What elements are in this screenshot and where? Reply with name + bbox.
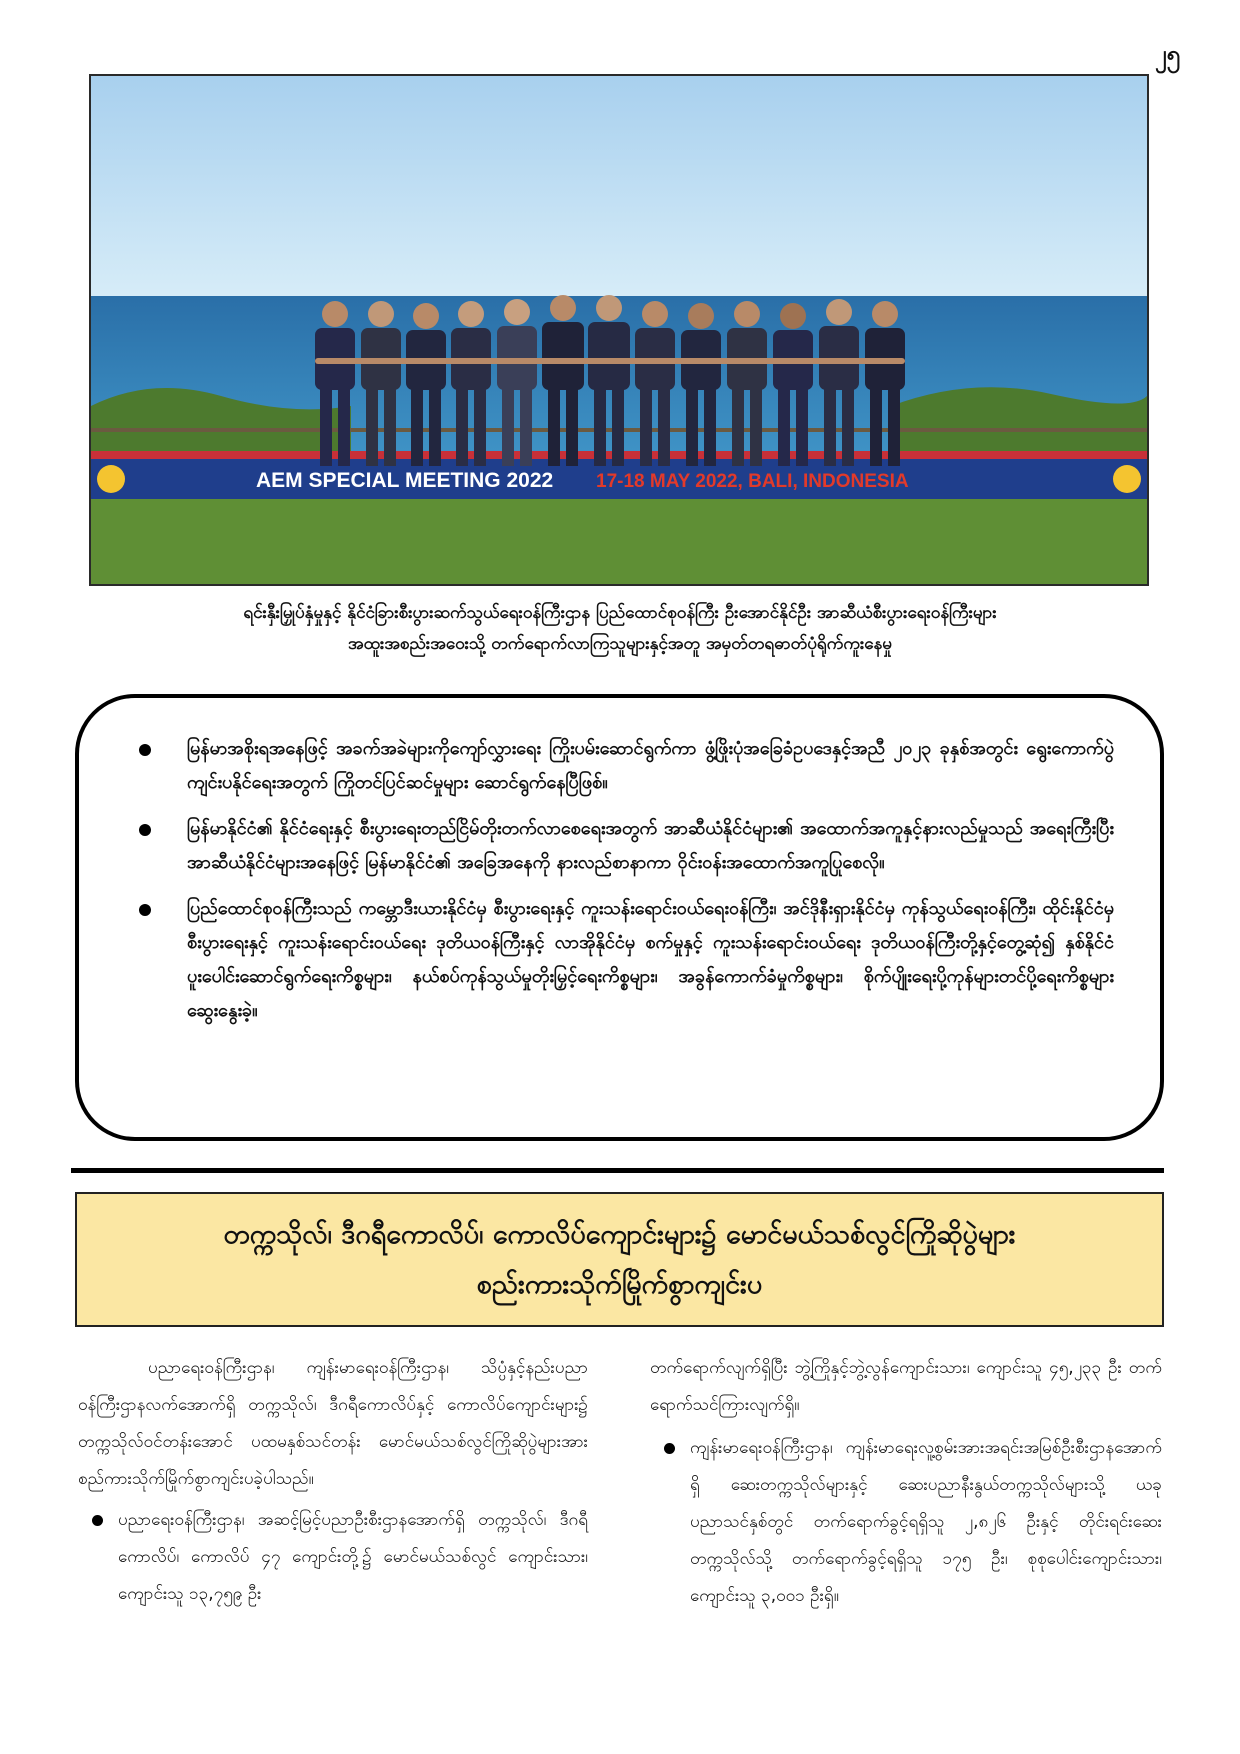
- group-photo: [89, 74, 1149, 586]
- headline-line-1: တက္ကသိုလ်၊ ဒီဂရီကောလိပ်၊ ကောလိပ်ကျောင်းများ၌ မောင်မယ်သစ်လွင်ကြိုဆိုပွဲများ: [223, 1218, 1016, 1250]
- bullet-icon: [664, 1443, 675, 1454]
- summary-point-text: မြန်မာအစိုးရအနေဖြင့် အခက်အခဲများကိုကျော်လွှားရေး ကြိုးပမ်းဆောင်ရွက်ကာ ဖွံ့ဖြိုးပုံအခြေခံဥပဒေနှင့်အညီ ၂၀၂၃ ခုနှစ်အတွင်း ရွေးကောက်ပွဲကျင်းပနိုင်ရေးအတွက် ကြိုတင်ပြင်ဆင်မှုများ ဆောင်ရွက်နေပြီဖြစ်။: [187, 738, 1114, 793]
- caption-line-2: အထူးအစည်းအဝေးသို့ တက်ရောက်လာကြသူများနှင့်အတူ အမှတ်တရဓာတ်ပုံရိုက်ကူးနေမှု: [347, 634, 893, 654]
- article-bullet: [78, 1502, 588, 1613]
- article-column-right: [650, 1350, 1162, 1621]
- summary-point-text: ပြည်ထောင်စုဝန်ကြီးသည် ကမ္ဘောဒီးယားနိုင်ငံမှ စီးပွားရေးနှင့် ကူးသန်းရောင်းဝယ်ရေးဝန်ကြီး၊ အင်ဒိုနီးရှားနိုင်ငံမှ ကုန်သွယ်ရေးဝန်ကြီး၊ ထိုင်းနိုင်ငံမှ စီးပွားရေးနှင့် ကူးသန်းရောင်းဝယ်ရေး ဒုတိယဝန်ကြီးနှင့် လာအိုနိုင်ငံမှ စက်မှုနှင့် ကူးသန်းရောင်းဝယ်ရေး ဒုတိယဝန်ကြီးတို့နှင့်တွေ့ဆုံ၍ နှစ်နိုင်ငံပူးပေါင်းဆောင်ရွက်ရေးကိစ္စများ၊ နယ်စပ်ကုန်သွယ်မှုတိုးမြှင့်ရေးကိစ္စများ၊ အခွန်ကောက်ခံမှုကိစ္စများ၊ စိုက်ပျိုးရေးပို့ကုန်များတင်ပို့ရေးကိစ္စများ ဆွေးနွေးခဲ့။: [187, 898, 1114, 1021]
- asean-emblem-right-icon: [1113, 465, 1141, 493]
- summary-point: [131, 732, 1114, 800]
- article-intro: ပညာရေးဝန်ကြီးဌာန၊ ကျန်းမာရေးဝန်ကြီးဌာန၊ သိပ္ပံနှင့်နည်းပညာဝန်ကြီးဌာနလက်အောက်ရှိ တက္ကသိုလ်၊ ဒီဂရီကောလိပ်နှင့် ကောလိပ်ကျောင်းများ၌ တက္ကသိုလ်ဝင်တန်းအောင် ပထမနှစ်သင်တန်း မောင်မယ်သစ်လွင်ကြိုဆိုပွဲများအား စည်ကားသိုက်မြိုက်စွာကျင်းပခဲ့ပါသည်။: [78, 1358, 588, 1489]
- photo-caption: [120, 598, 1120, 660]
- page-number: ၂၅: [1154, 40, 1180, 68]
- banner-date: 17-18 MAY 2022, BALI, INDONESIA: [596, 471, 909, 492]
- sky: [91, 76, 1147, 296]
- summary-point: [131, 812, 1114, 880]
- summary-box: [75, 694, 1164, 1141]
- headline-line-2: စည်းကားသိုက်မြိုက်စွာကျင်းပ: [476, 1268, 763, 1300]
- bullet-icon: [139, 904, 151, 916]
- banner-title: AEM SPECIAL MEETING 2022: [256, 469, 554, 492]
- article-bullet-continued: တက်ရောက်လျက်ရှိပြီး ဘွဲ့ကြိုနှင့်ဘွဲ့လွန်ကျောင်းသား၊ ကျောင်းသူ ၄၅,၂၃၃ ဦး တက်ရောက်သင်ကြားလျက်ရှိ။: [650, 1358, 1162, 1415]
- grass: [91, 499, 1147, 584]
- article-bullet: [650, 1430, 1162, 1615]
- asean-emblem-left-icon: [97, 465, 125, 493]
- caption-line-1: ရင်းနှီးမြှုပ်နှံမှုနှင့် နိုင်ငံခြားစီးပွားဆက်သွယ်ရေးဝန်ကြီးဌာန ပြည်ထောင်စုဝန်ကြီး ဦးအောင်နိုင်ဦး အာဆီယံစီးပွားရေးဝန်ကြီးများ: [243, 603, 997, 623]
- group-photo-illustration: [91, 76, 1147, 584]
- article-bullet-text: ပညာရေးဝန်ကြီးဌာန၊ အဆင့်မြင့်ပညာဦးစီးဌာနအောက်ရှိ တက္ကသိုလ်၊ ဒီဂရီကောလိပ်၊ ကောလိပ် ၄၇ ကျောင်းတို့၌ မောင်မယ်သစ်လွင် ကျောင်းသား၊ ကျောင်းသူ ၁၃,၇၅၉ ဦး: [118, 1510, 588, 1604]
- headline-box: [75, 1192, 1164, 1327]
- article-bullet-text: ကျန်းမာရေးဝန်ကြီးဌာန၊ ကျန်းမာရေးလူ့စွမ်းအားအရင်းအမြစ်ဦးစီးဌာနအောက် ရှိ ဆေးတက္ကသိုလ်များနှင့် ဆေးပညာနီးနွယ်တက္ကသိုလ်များသို့ ယခုပညာသင်နှစ်တွင် တက်ရောက်ခွင့်ရရှိသူ ၂,၈၂၆ ဦးနှင့် တိုင်းရင်းဆေးတက္ကသိုလ်သို့ တက်ရောက်ခွင့်ရရှိသူ ၁၇၅ ဦး၊ စုစုပေါင်းကျောင်းသား၊ ကျောင်းသူ ၃,၀၀၁ ဦးရှိ။: [690, 1438, 1162, 1606]
- summary-point: [131, 892, 1114, 1028]
- summary-point-text: မြန်မာနိုင်ငံ၏ နိုင်ငံရေးနှင့် စီးပွားရေးတည်ငြိမ်တိုးတက်လာစေရေးအတွက် အာဆီယံနိုင်ငံများ၏ အထောက်အကူနှင့်နားလည်မှုသည် အရေးကြီးပြီး အာဆီယံနိုင်ငံများအနေဖြင့် မြန်မာနိုင်ငံ၏ အခြေအနေကို နားလည်စာနာကာ ဝိုင်းဝန်းအထောက်အကူပြုစေလို။: [187, 818, 1114, 873]
- bullet-icon: [92, 1515, 103, 1526]
- article-column-left: [78, 1350, 588, 1619]
- bullet-icon: [139, 824, 151, 836]
- section-divider: [71, 1168, 1164, 1173]
- bullet-icon: [139, 744, 151, 756]
